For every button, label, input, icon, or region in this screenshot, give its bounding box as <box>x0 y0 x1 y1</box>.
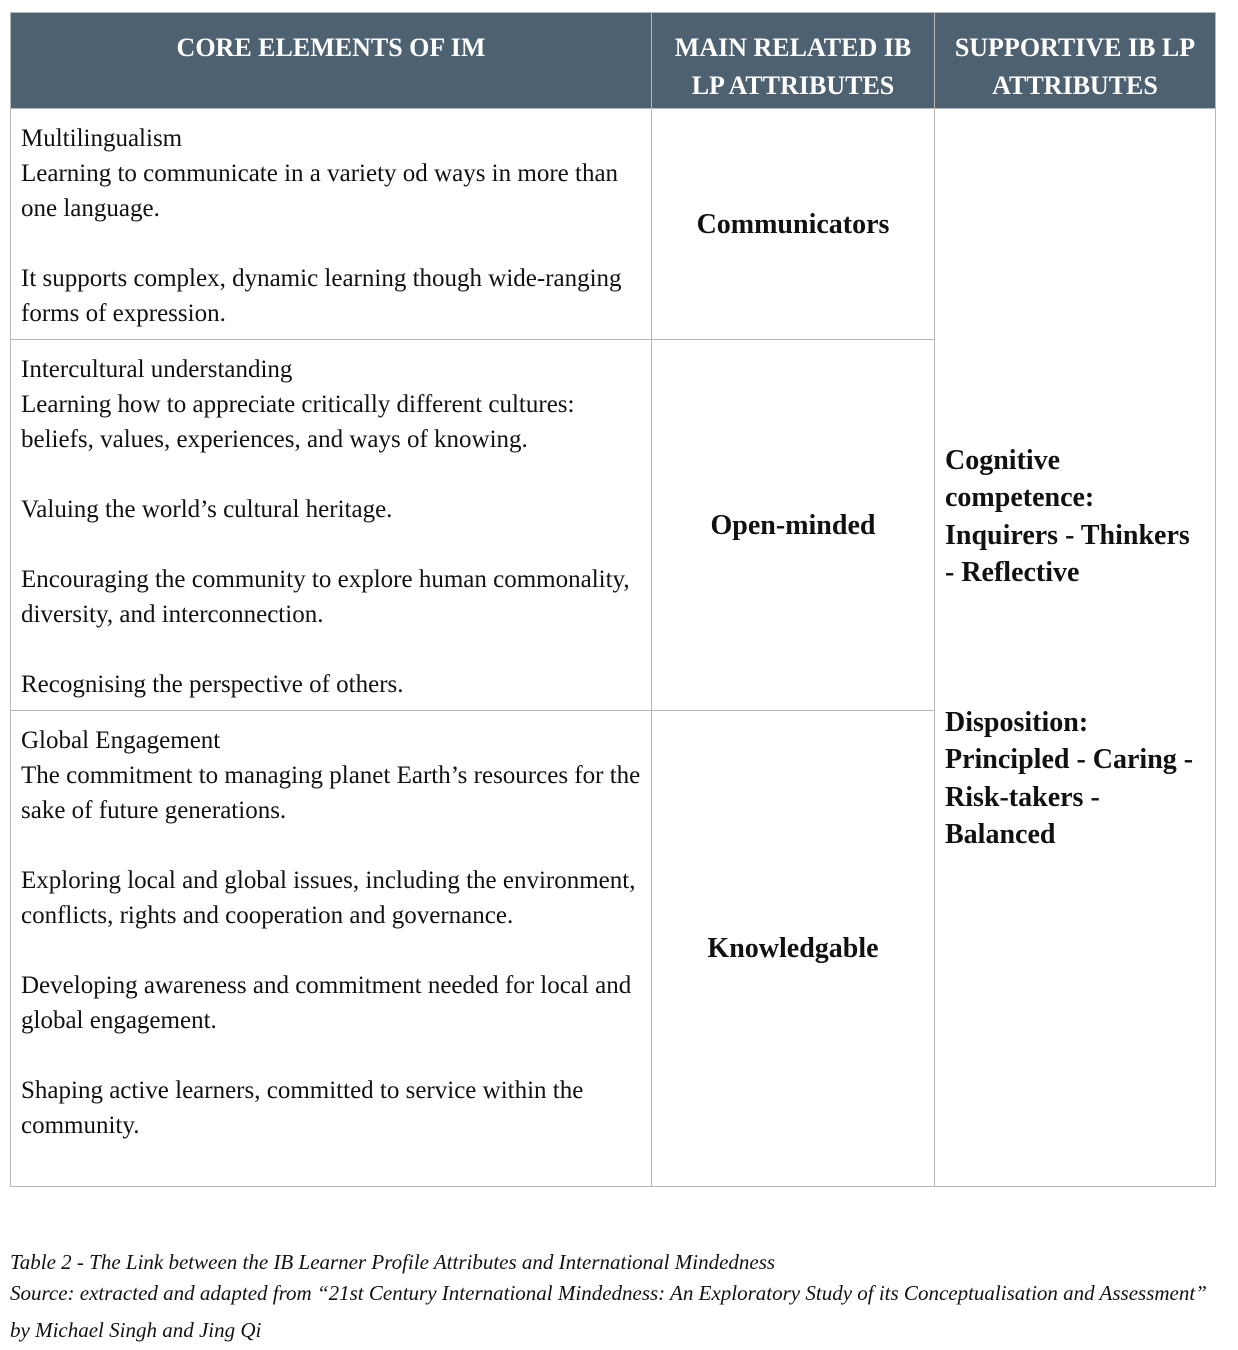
cognitive-competence-attributes: Cognitive competence: Inquirers - Thinkers - Reflective <box>945 444 1190 588</box>
disposition-attributes: Disposition: Principled - Caring - Risk-takers - Balanced <box>945 706 1194 850</box>
core-element-description: Shaping active learners, committed to service within the community. <box>21 1077 584 1139</box>
core-element-description: Recognising the perspective of others. <box>21 671 404 698</box>
header-core-elements: CORE ELEMENTS OF IM <box>11 13 652 109</box>
table-header-row <box>11 13 1216 109</box>
core-element-cell <box>11 711 652 1187</box>
core-element-title: Global Engagement <box>21 727 221 754</box>
header-main-attributes: MAIN RELATED IB LP ATTRIBUTES <box>652 13 935 109</box>
supportive-attributes-cell <box>935 109 1216 1187</box>
main-attribute-cell: Knowledgable <box>652 711 935 1187</box>
main-attribute-cell: Communicators <box>652 109 935 340</box>
table-row-multilingualism <box>11 109 1216 340</box>
caption-title: Table 2 - The Link between the IB Learner Profile Attributes and International Mindedness <box>10 1250 776 1274</box>
core-element-description: Learning how to appreciate critically different cultures: beliefs, values, experiences, and ways of knowing. <box>21 391 575 453</box>
core-element-description: Encouraging the community to explore human commonality, diversity, and interconnection. <box>21 566 630 628</box>
caption-source: Source: extracted and adapted from “21st Century International Mindedness: An Exploratory Study of its Conceptualisation and Assessment” by Michael Singh and Jing Qi <box>10 1281 1207 1342</box>
core-element-description: Developing awareness and commitment needed for local and global engagement. <box>21 972 632 1034</box>
core-element-cell <box>11 340 652 711</box>
main-attribute-cell: Open-minded <box>652 340 935 711</box>
core-element-description: It supports complex, dynamic learning though wide-ranging forms of expression. <box>21 265 622 327</box>
attributes-table <box>10 12 1216 1187</box>
core-element-description: Valuing the world’s cultural heritage. <box>21 496 393 523</box>
core-element-description: Exploring local and global issues, including the environment, conflicts, rights and cooperation and governance. <box>21 867 636 929</box>
core-element-description: The commitment to managing planet Earth’s resources for the sake of future generations. <box>21 762 641 824</box>
header-supportive-attributes: SUPPORTIVE IB LP ATTRIBUTES <box>935 13 1216 109</box>
core-element-title: Multilingualism <box>21 125 183 152</box>
core-element-cell <box>11 109 652 340</box>
table-caption <box>10 1249 1225 1349</box>
core-element-title: Intercultural understanding <box>21 356 293 383</box>
core-element-description: Learning to communicate in a variety od ways in more than one language. <box>21 160 619 222</box>
